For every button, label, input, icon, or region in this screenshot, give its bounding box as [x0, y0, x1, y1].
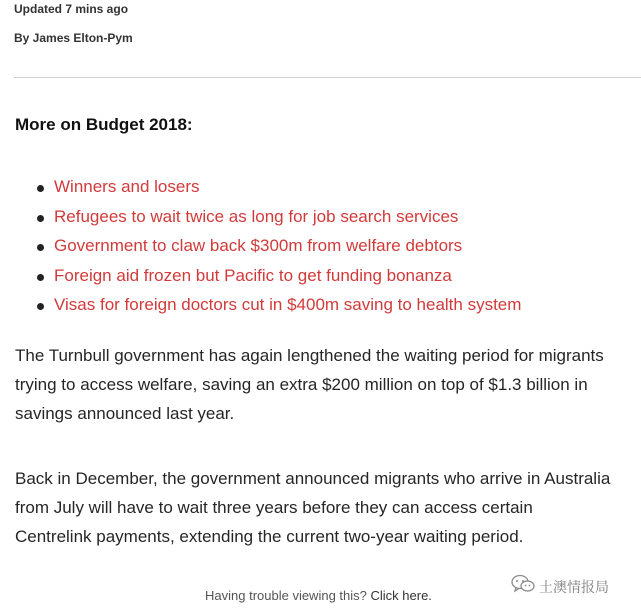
paragraph-line: savings announced last year. [15, 404, 235, 423]
related-link-foreign-doctors[interactable]: Visas for foreign doctors cut in $400m saving to health system [54, 295, 522, 314]
related-link-refugees[interactable]: Refugees to wait twice as long for job search services [54, 206, 459, 226]
body-paragraph [15, 464, 610, 551]
click-here-link[interactable]: Click here. [370, 588, 432, 603]
watermark-text: 土澳情报局 [539, 578, 609, 595]
bullet-icon [37, 303, 44, 310]
related-link-welfare-debtors[interactable]: Government to claw back $300m from welfare debtors [54, 236, 463, 255]
paragraph-line: trying to access welfare, saving an extra $200 million on top of $1.3 billion in [15, 375, 588, 394]
body-paragraph [15, 341, 604, 428]
more-on-heading: More on Budget 2018: [15, 115, 193, 134]
wechat-icon [511, 574, 535, 599]
list-item [0, 234, 521, 264]
related-links-list [0, 175, 521, 323]
list-item [0, 205, 521, 235]
paragraph-line: The Turnbull government has again lengthened the waiting period for migrants [15, 346, 604, 365]
bullet-icon [37, 215, 44, 222]
list-item [0, 293, 521, 323]
list-item [0, 264, 521, 294]
related-link-foreign-aid[interactable]: Foreign aid frozen but Pacific to get funding bonanza [54, 265, 452, 285]
bullet-icon [37, 185, 44, 192]
updated-timestamp: Updated 7 mins ago [14, 2, 129, 16]
related-link-winners-losers[interactable]: Winners and losers [54, 177, 200, 196]
divider [14, 77, 641, 78]
paragraph-line: from July will have to wait three years before they can access certain [15, 498, 533, 517]
paragraph-line: Centrelink payments, extending the current two-year waiting period. [15, 527, 524, 546]
byline: By James Elton-Pym [14, 31, 133, 45]
list-item [0, 175, 521, 205]
bullet-icon [37, 244, 44, 251]
bullet-icon [37, 274, 44, 281]
watermark [511, 574, 609, 599]
trouble-text: Having trouble viewing this? [205, 588, 367, 603]
trouble-viewing-notice [205, 588, 432, 603]
paragraph-line: Back in December, the government announced migrants who arrive in Australia [15, 469, 611, 488]
